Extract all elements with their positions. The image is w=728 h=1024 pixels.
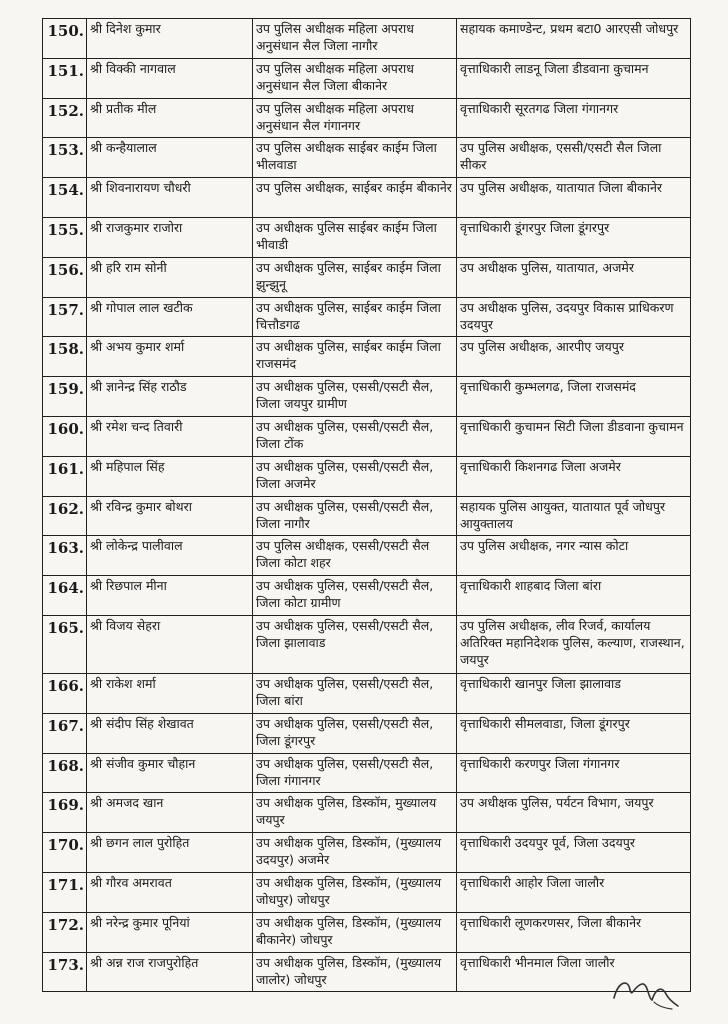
current-posting: उप पुलिस अधीक्षक महिला अपराध अनुसंधान सैल जिला नागौर (253, 19, 457, 59)
new-posting: सहायक कमाण्डेन्ट, प्रथम बटा0 आरएसी जोधपुर (457, 19, 691, 59)
table-row (43, 257, 691, 297)
table-row (43, 496, 691, 536)
table-row (43, 456, 691, 496)
table-row (43, 217, 691, 257)
officer-name: श्री राजकुमार राजोरा (87, 217, 253, 257)
new-posting: वृत्ताधिकारी करणपुर जिला गंगानगर (457, 753, 691, 793)
serial-number: 154. (43, 178, 87, 218)
new-posting: वृत्ताधिकारी किशनगढ जिला अजमेर (457, 456, 691, 496)
current-posting: उप अधीक्षक पुलिस, एससी/एसटी सैल, जिला गंगानगर (253, 753, 457, 793)
serial-number: 151. (43, 58, 87, 98)
table-row (43, 337, 691, 377)
officer-name: श्री ज्ञानेन्द्र सिंह राठौड (87, 377, 253, 417)
serial-number: 170. (43, 833, 87, 873)
current-posting: उप पुलिस अधीक्षक महिला अपराध अनुसंधान सैल जिला बीकानेर (253, 58, 457, 98)
current-posting: उप अधीक्षक पुलिस, डिस्कॉम, (मुख्यालय जालोर) जोधपुर (253, 952, 457, 992)
table-row (43, 297, 691, 337)
officer-name: श्री नरेन्द्र कुमार पूनियां (87, 912, 253, 952)
serial-number: 171. (43, 872, 87, 912)
current-posting: उप पुलिस अधीक्षक साईबर काईम जिला भीलवाडा (253, 138, 457, 178)
serial-number: 172. (43, 912, 87, 952)
current-posting: उप अधीक्षक पुलिस, एससी/एसटी सैल, जिला झालावाड (253, 615, 457, 673)
officer-name: श्री विक्की नागवाल (87, 58, 253, 98)
serial-number: 167. (43, 713, 87, 753)
current-posting: उप अधीक्षक पुलिस, साईबर काईम जिला चित्तौडगढ (253, 297, 457, 337)
table-row (43, 952, 691, 992)
new-posting: उप अधीक्षक पुलिस, उदयपुर विकास प्राधिकरण उदयपुर (457, 297, 691, 337)
new-posting: वृत्ताधिकारी आहोर जिला जालौर (457, 872, 691, 912)
officer-name: श्री दिनेश कुमार (87, 19, 253, 59)
table-row (43, 713, 691, 753)
serial-number: 169. (43, 793, 87, 833)
serial-number: 166. (43, 673, 87, 713)
officer-name: श्री हरि राम सोनी (87, 257, 253, 297)
officer-name: श्री अन्न राज राजपुरोहित (87, 952, 253, 992)
officer-name: श्री रिछपाल मीना (87, 576, 253, 616)
new-posting: वृत्ताधिकारी खानपुर जिला झालावाड (457, 673, 691, 713)
new-posting: वृत्ताधिकारी भीनमाल जिला जालौर (457, 952, 691, 992)
current-posting: उप अधीक्षक पुलिस, एससी/एसटी सैल, जिला जयपुर ग्रामीण (253, 377, 457, 417)
new-posting: उप पुलिस अधीक्षक, आरपीए जयपुर (457, 337, 691, 377)
officer-name: श्री छगन लाल पुरोहित (87, 833, 253, 873)
new-posting: उप पुलिस अधीक्षक, नगर न्यास कोटा (457, 536, 691, 576)
officer-name: श्री अमजद खान (87, 793, 253, 833)
new-posting: वृत्ताधिकारी उदयपुर पूर्व, जिला उदयपुर (457, 833, 691, 873)
new-posting: वृत्ताधिकारी लूणकरणसर, जिला बीकानेर (457, 912, 691, 952)
current-posting: उप पुलिस अधीक्षक महिला अपराध अनुसंधान सैल गंगानगर (253, 98, 457, 138)
current-posting: उप अधीक्षक पुलिस, एससी/एसटी सैल, जिला अजमेर (253, 456, 457, 496)
serial-number: 160. (43, 416, 87, 456)
new-posting: उप अधीक्षक पुलिस, यातायात, अजमेर (457, 257, 691, 297)
serial-number: 168. (43, 753, 87, 793)
current-posting: उप अधीक्षक पुलिस, डिस्कॉम, (मुख्यालय बीकानेर) जोधपुर (253, 912, 457, 952)
new-posting: उप पुलिस अधीक्षक, लीव रिजर्व, कार्यालय अतिरिक्त महानिदेशक पुलिस, कल्याण, राजस्थान, जयपुर (457, 615, 691, 673)
table-row (43, 536, 691, 576)
table-row (43, 576, 691, 616)
table-row (43, 753, 691, 793)
current-posting: उप अधीक्षक पुलिस, डिस्कॉम, मुख्यालय जयपुर (253, 793, 457, 833)
table-row (43, 416, 691, 456)
officer-name: श्री संजीव कुमार चौहान (87, 753, 253, 793)
serial-number: 165. (43, 615, 87, 673)
table-row (43, 793, 691, 833)
serial-number: 156. (43, 257, 87, 297)
current-posting: उप अधीक्षक पुलिस साईबर काईम जिला भीवाडी (253, 217, 457, 257)
serial-number: 153. (43, 138, 87, 178)
officer-name: श्री लोकेन्द्र पालीवाल (87, 536, 253, 576)
officer-name: श्री विजय सेहरा (87, 615, 253, 673)
new-posting: सहायक पुलिस आयुक्त, यातायात पूर्व जोधपुर आयुक्तालय (457, 496, 691, 536)
signature-mark (604, 968, 684, 1012)
current-posting: उप अधीक्षक पुलिस, एससी/एसटी सैल, जिला कोटा ग्रामीण (253, 576, 457, 616)
new-posting: उप पुलिस अधीक्षक, यातायात जिला बीकानेर (457, 178, 691, 218)
serial-number: 157. (43, 297, 87, 337)
current-posting: उप पुलिस अधीक्षक, साईबर काईम बीकानेर (253, 178, 457, 218)
officer-name: श्री अभय कुमार शर्मा (87, 337, 253, 377)
serial-number: 163. (43, 536, 87, 576)
officer-name: श्री राकेश शर्मा (87, 673, 253, 713)
new-posting: वृत्ताधिकारी डूंगरपुर जिला डूंगरपुर (457, 217, 691, 257)
officer-name: श्री शिवनारायण चौधरी (87, 178, 253, 218)
current-posting: उप अधीक्षक पुलिस, डिस्कॉम, (मुख्यालय जोधपुर) जोधपुर (253, 872, 457, 912)
officer-name: श्री कन्हैयालाल (87, 138, 253, 178)
officer-name: श्री गौरव अमरावत (87, 872, 253, 912)
table-row (43, 872, 691, 912)
current-posting: उप अधीक्षक पुलिस, साईबर काईम जिला राजसमंद (253, 337, 457, 377)
current-posting: उप अधीक्षक पुलिस, एससी/एसटी सैल, जिला नागौर (253, 496, 457, 536)
table-row (43, 377, 691, 417)
table-row (43, 58, 691, 98)
table-row (43, 833, 691, 873)
serial-number: 164. (43, 576, 87, 616)
serial-number: 173. (43, 952, 87, 992)
table-row (43, 19, 691, 59)
new-posting: उप पुलिस अधीक्षक, एससी/एसटी सैल जिला सीकर (457, 138, 691, 178)
officer-name: श्री रविन्द्र कुमार बोथरा (87, 496, 253, 536)
table-row (43, 673, 691, 713)
current-posting: उप अधीक्षक पुलिस, साईबर काईम जिला झुन्झुनू (253, 257, 457, 297)
current-posting: उप अधीक्षक पुलिस, एससी/एसटी सैल, जिला बांरा (253, 673, 457, 713)
new-posting: वृत्ताधिकारी कुम्भलगढ, जिला राजसमंद (457, 377, 691, 417)
table-row (43, 138, 691, 178)
new-posting: उप अधीक्षक पुलिस, पर्यटन विभाग, जयपुर (457, 793, 691, 833)
current-posting: उप अधीक्षक पुलिस, एससी/एसटी सैल, जिला डूंगरपुर (253, 713, 457, 753)
current-posting: उप पुलिस अधीक्षक, एससी/एसटी सैल जिला कोटा शहर (253, 536, 457, 576)
new-posting: वृत्ताधिकारी सूरतगढ जिला गंगानगर (457, 98, 691, 138)
new-posting: वृत्ताधिकारी सीमलवाडा, जिला डूंगरपुर (457, 713, 691, 753)
table-row (43, 178, 691, 218)
current-posting: उप अधीक्षक पुलिस, डिस्कॉम, (मुख्यालय उदयपुर) अजमेर (253, 833, 457, 873)
transfer-table (42, 18, 691, 992)
serial-number: 158. (43, 337, 87, 377)
officer-name: श्री प्रतीक मील (87, 98, 253, 138)
officer-name: श्री गोपाल लाल खटीक (87, 297, 253, 337)
table-row (43, 912, 691, 952)
serial-number: 161. (43, 456, 87, 496)
transfer-table-body (43, 19, 691, 992)
officer-name: श्री महिपाल सिंह (87, 456, 253, 496)
serial-number: 152. (43, 98, 87, 138)
serial-number: 150. (43, 19, 87, 59)
new-posting: वृत्ताधिकारी लाडनू जिला डीडवाना कुचामन (457, 58, 691, 98)
serial-number: 162. (43, 496, 87, 536)
table-row (43, 98, 691, 138)
new-posting: वृत्ताधिकारी शाहबाद जिला बांरा (457, 576, 691, 616)
current-posting: उप अधीक्षक पुलिस, एससी/एसटी सैल, जिला टोंक (253, 416, 457, 456)
table-row (43, 615, 691, 673)
new-posting: वृत्ताधिकारी कुचामन सिटी जिला डीडवाना कुचामन (457, 416, 691, 456)
serial-number: 159. (43, 377, 87, 417)
serial-number: 155. (43, 217, 87, 257)
officer-name: श्री संदीप सिंह शेखावत (87, 713, 253, 753)
officer-name: श्री रमेश चन्द तिवारी (87, 416, 253, 456)
